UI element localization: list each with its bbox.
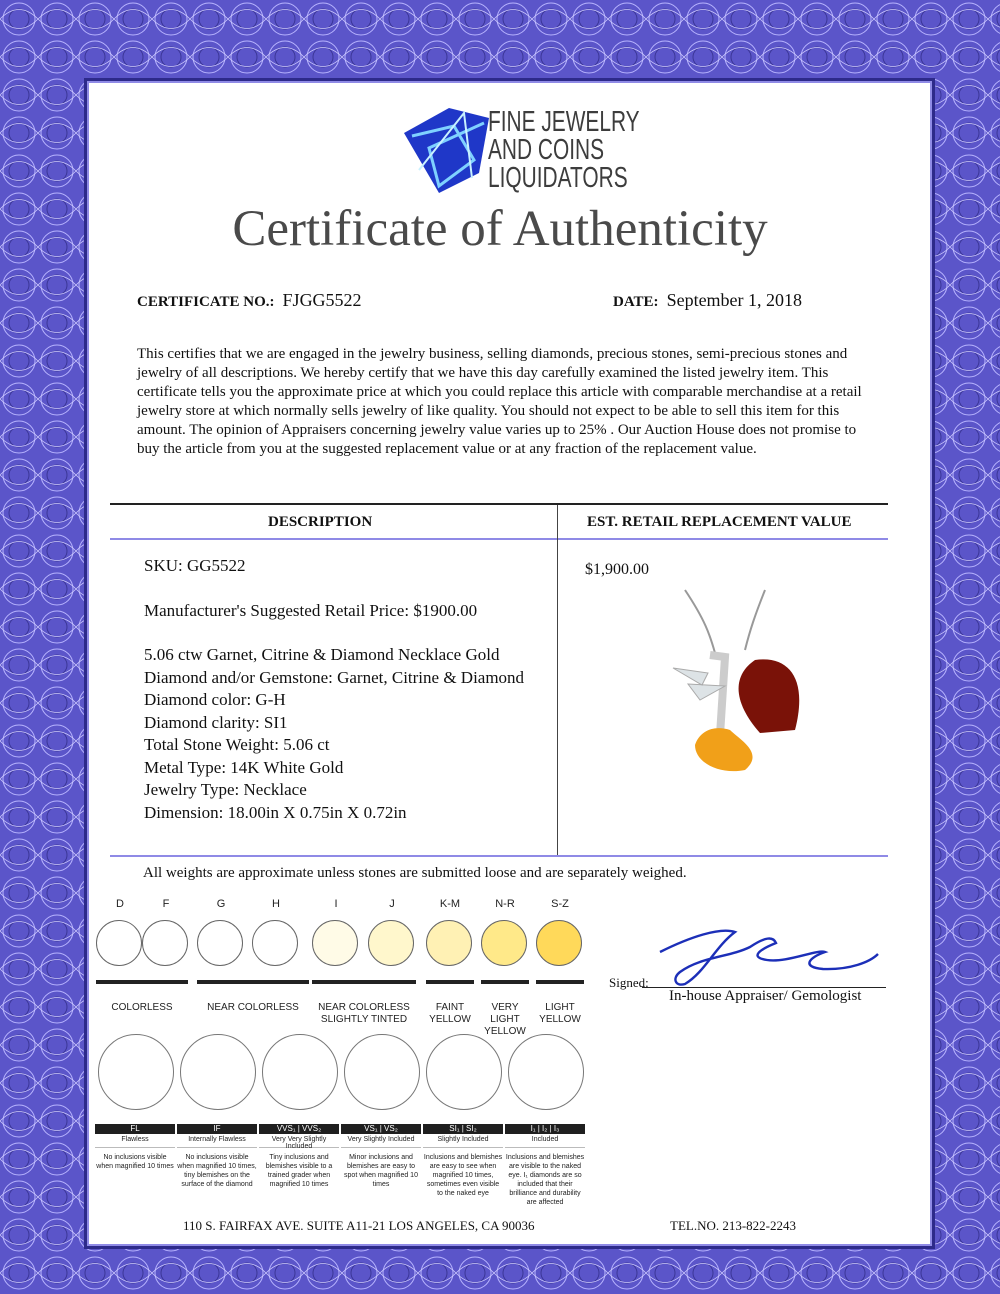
color-grade-label: H [272, 898, 280, 910]
clarity-grade: VVS₁ | VVS₂ [259, 1124, 339, 1134]
color-grade-label: D [116, 898, 124, 910]
clarity-grade: VS₁ | VS₂ [341, 1124, 421, 1134]
clarity-description: Minor inclusions and blemishes are easy to spot when magnified 10 times [344, 1154, 418, 1188]
color-category-label: NEAR COLORLESS SLIGHTLY TINTED [318, 1002, 410, 1025]
diamond-color-icon [426, 920, 472, 966]
diamond-color-icon [142, 920, 188, 966]
value-header: EST. RETAIL REPLACEMENT VALUE [587, 514, 852, 530]
color-category-label: NEAR COLORLESS [207, 1002, 299, 1013]
footer-phone: TEL.NO. 213-822-2243 [670, 1218, 797, 1233]
diamond-color-icon [536, 920, 582, 966]
certificate-date: DATE: September 1, 2018 [613, 290, 803, 310]
signed-label: Signed: [609, 975, 649, 990]
clarity-name: Very Slightly Included [341, 1136, 421, 1148]
clarity-description: No inclusions visible when magnified 10 times, tiny blemishes on the surface of the diamond [177, 1154, 257, 1188]
color-grade-label: J [389, 898, 395, 910]
color-grade-label: N-R [495, 898, 515, 910]
diamond-color-icon [312, 920, 358, 966]
color-grade-label: I [334, 898, 338, 910]
clarity-grade: SI₁ | SI₂ [423, 1124, 503, 1134]
clarity-grade: IF [177, 1124, 257, 1134]
diamond-color-icon [368, 920, 414, 966]
clarity-name: Flawless [95, 1136, 175, 1148]
item-description: SKU: GG5522 Manufacturer's Suggested Retail Price: $1900.00 5.06 ctw Garnet, Citrine & Diamond Necklace Gold Diamond and/or Gemstone: Garnet, Citrine & Diamond Diamond color: G-H Diamond clarity: SI1 Total Stone Weight: 5.06 ct Metal Type: 14K White Gold Jewelry Type: Necklace Dimension: 18.00in X 0.75in X 0.72in [144, 556, 525, 822]
color-grade-label: K-M [439, 898, 461, 910]
color-category-label: LIGHT YELLOW [539, 1002, 581, 1025]
clarity-name: Included [505, 1136, 585, 1148]
color-grade-label: G [216, 898, 226, 910]
certification-paragraph: This certifies that we are engaged in the jewelry business, selling diamonds, precious stones, semi-precious stones and jewelry of all descriptions. We hereby certify that we have this day carefully examined the listed jewelry item. This certificate tells you the approximate price at which you could replace this article with comparable merchandise at a retail jewelry store at which normally sells jewelry of like quality. You should not expect to be able to sell this item for this amount. The opinion of Appraisers concerning jewelry value varies up to 25% . Our Auction House does not promise to buy the article from you at the suggested replacement value or at any fraction of the replacement value. [137, 346, 862, 457]
signature [650, 912, 880, 992]
diamond-color-icon [197, 920, 243, 966]
clarity-diamond-icon [508, 1034, 584, 1110]
certificate-number: CERTIFICATE NO.: FJGG5522 [137, 290, 362, 310]
description-header: DESCRIPTION [268, 514, 373, 530]
appraiser-role: In-house Appraiser/ Gemologist [669, 988, 862, 1004]
description-table [110, 503, 888, 857]
clarity-diamond-icon [344, 1034, 420, 1110]
clarity-description: Inclusions and blemishes are easy to see when magnified 10 times, sometimes even visible to the naked eye [423, 1154, 503, 1197]
color-category-label: FAINT YELLOW [429, 1002, 471, 1025]
diamond-color-icon [96, 920, 142, 966]
company-name: FINE JEWELRY AND COINS LIQUIDATORS [488, 106, 640, 194]
replacement-value: $1,900.00 [585, 561, 649, 578]
clarity-diamond-icon [262, 1034, 338, 1110]
clarity-grade: I₁ | I₂ | I₃ [505, 1124, 585, 1134]
clarity-description: Inclusions and blemishes are visible to the naked eye. I₁ diamonds are so included that their brilliance and durability are affected [505, 1154, 585, 1206]
footer-address: 110 S. FAIRFAX AVE. SUITE A11-21 LOS ANGELES, CA 90036 [183, 1218, 535, 1233]
clarity-description: Tiny inclusions and blemishes visible to a trained grader when magnified 10 times [265, 1154, 333, 1188]
necklace-pendant-image [650, 585, 860, 795]
clarity-name: Internally Flawless [177, 1136, 257, 1148]
color-grade-label: S-Z [551, 898, 569, 910]
clarity-diamond-icon [98, 1034, 174, 1110]
clarity-description: No inclusions visible when magnified 10 times [96, 1154, 174, 1170]
diamond-grading-chart [92, 898, 592, 1222]
color-category-label: COLORLESS [111, 1002, 173, 1013]
diamond-color-icon [481, 920, 527, 966]
weight-note: All weights are approximate unless stones are submitted loose and are separately weighed. [143, 865, 687, 881]
diamond-color-icon [252, 920, 298, 966]
clarity-name: Slightly Included [423, 1136, 503, 1148]
clarity-diamond-icon [426, 1034, 502, 1110]
clarity-name: Very Very Slightly Included [259, 1136, 339, 1148]
color-category-label: VERY LIGHT YELLOW [484, 1002, 526, 1037]
certificate-title: Certificate of Authenticity [232, 201, 768, 257]
clarity-grade: FL [95, 1124, 175, 1134]
clarity-diamond-icon [180, 1034, 256, 1110]
color-grade-label: F [162, 898, 170, 910]
